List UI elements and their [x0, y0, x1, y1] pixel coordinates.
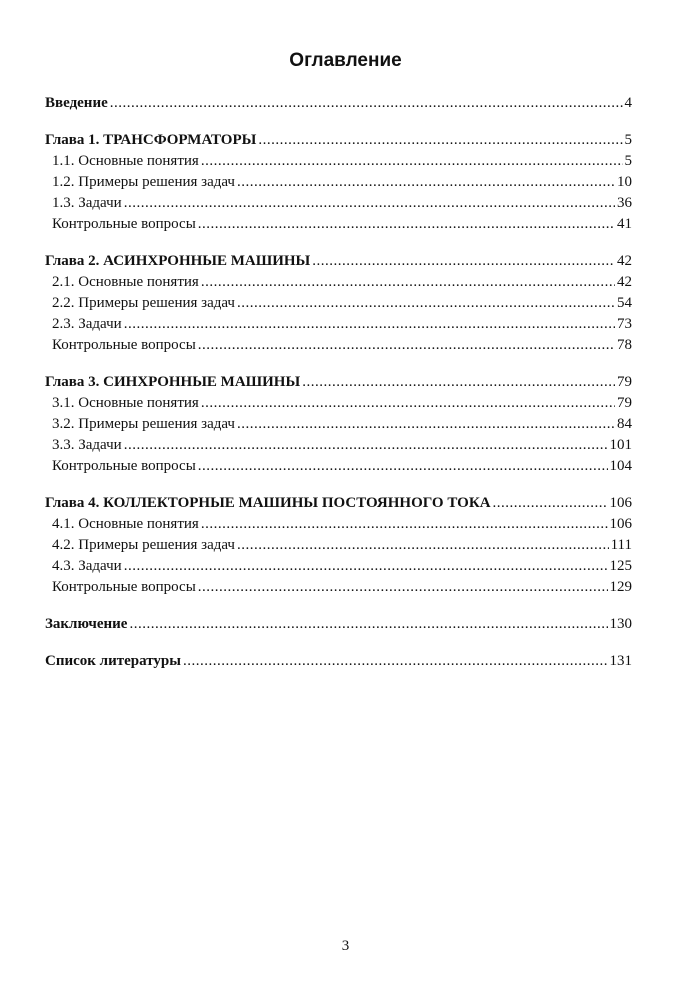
dot-leader	[201, 514, 608, 535]
dot-leader	[312, 251, 615, 272]
toc-entry-page: 42	[617, 274, 632, 290]
toc-entry-label: 2.2. Примеры решения задач	[52, 295, 235, 311]
toc-entry-label: 1.2. Примеры решения задач	[52, 174, 235, 190]
toc-section-4-2[interactable]	[45, 535, 632, 556]
toc-entry-page: 79	[617, 374, 632, 390]
toc-entry-page: 129	[609, 579, 632, 595]
dot-leader	[198, 577, 608, 598]
toc-chapter-4[interactable]	[45, 493, 632, 514]
dot-leader	[237, 293, 615, 314]
dot-leader	[124, 435, 608, 456]
toc-chapter-1[interactable]	[45, 130, 632, 151]
toc-entry-label: Заключение	[45, 616, 128, 632]
page-number: 3	[341, 938, 350, 954]
toc-section-1-2[interactable]	[45, 172, 632, 193]
toc-entry-bibliography[interactable]	[45, 651, 632, 672]
toc-section-3-3[interactable]	[45, 435, 632, 456]
toc-entry-page: 125	[609, 558, 632, 574]
toc-entry-page: 41	[617, 216, 632, 232]
dot-leader	[493, 493, 608, 514]
toc-section-3-2[interactable]	[45, 414, 632, 435]
toc-entry-page: 10	[617, 174, 632, 190]
toc-entry-page: 5	[624, 153, 632, 169]
toc-entry-page: 106	[609, 516, 632, 532]
toc-section-1-1[interactable]	[45, 151, 632, 172]
toc-entry-page: 101	[609, 437, 632, 453]
toc-entry-label: Введение	[45, 95, 108, 111]
dot-leader	[124, 193, 615, 214]
toc-entry-page: 84	[617, 416, 632, 432]
toc-chapter-2[interactable]	[45, 251, 632, 272]
toc-entry-label: Список литературы	[45, 653, 181, 669]
toc-entry-label: Контрольные вопросы	[52, 579, 196, 595]
dot-leader	[237, 172, 615, 193]
toc-section-3-1[interactable]	[45, 393, 632, 414]
toc-entry-page: 73	[617, 316, 632, 332]
toc-section-4-1[interactable]	[45, 514, 632, 535]
toc-section-4-3[interactable]	[45, 556, 632, 577]
toc-entry-label: 2.3. Задачи	[52, 316, 122, 332]
toc-entry-label: 4.3. Задачи	[52, 558, 122, 574]
toc-entry-label: Контрольные вопросы	[52, 337, 196, 353]
toc-entry-page: 111	[610, 537, 632, 553]
dot-leader	[124, 556, 608, 577]
toc-section-1-questions[interactable]	[45, 214, 632, 235]
toc-section-2-questions[interactable]	[45, 335, 632, 356]
dot-leader	[110, 93, 623, 114]
toc-entry-page: 5	[624, 132, 632, 148]
table-of-contents	[45, 93, 632, 672]
dot-leader	[201, 272, 615, 293]
page-title: Оглавление	[289, 50, 402, 71]
toc-entry-label: 3.2. Примеры решения задач	[52, 416, 235, 432]
toc-section-2-1[interactable]	[45, 272, 632, 293]
toc-entry-label: Контрольные вопросы	[52, 216, 196, 232]
dot-leader	[201, 393, 615, 414]
toc-entry-page: 42	[617, 253, 632, 269]
toc-entry-label: Контрольные вопросы	[52, 458, 196, 474]
toc-entry-page: 130	[609, 616, 632, 632]
toc-entry-label: 1.3. Задачи	[52, 195, 122, 211]
toc-entry-label: Глава 1. ТРАНСФОРМАТОРЫ	[45, 132, 257, 148]
toc-entry-page: 54	[617, 295, 632, 311]
toc-entry-introduction[interactable]	[45, 93, 632, 114]
toc-entry-label: Глава 2. АСИНХРОННЫЕ МАШИНЫ	[45, 253, 311, 269]
dot-leader	[302, 372, 615, 393]
toc-entry-conclusion[interactable]	[45, 614, 632, 635]
toc-section-1-3[interactable]	[45, 193, 632, 214]
dot-leader	[258, 130, 622, 151]
dot-leader	[129, 614, 607, 635]
dot-leader	[237, 414, 615, 435]
toc-entry-page: 104	[609, 458, 632, 474]
toc-entry-label: 3.3. Задачи	[52, 437, 122, 453]
toc-entry-page: 36	[617, 195, 632, 211]
toc-entry-page: 78	[617, 337, 632, 353]
toc-section-4-questions[interactable]	[45, 577, 632, 598]
toc-entry-page: 106	[609, 495, 632, 511]
toc-entry-label: 3.1. Основные понятия	[52, 395, 199, 411]
dot-leader	[201, 151, 623, 172]
toc-entry-label: Глава 4. КОЛЛЕКТОРНЫЕ МАШИНЫ ПОСТОЯННОГО ТОКА	[45, 495, 491, 511]
toc-section-3-questions[interactable]	[45, 456, 632, 477]
toc-entry-label: 1.1. Основные понятия	[52, 153, 199, 169]
toc-section-2-3[interactable]	[45, 314, 632, 335]
toc-entry-label: 2.1. Основные понятия	[52, 274, 199, 290]
toc-entry-label: 4.1. Основные понятия	[52, 516, 199, 532]
dot-leader	[198, 456, 608, 477]
dot-leader	[183, 651, 608, 672]
toc-entry-page: 131	[609, 653, 632, 669]
dot-leader	[237, 535, 609, 556]
dot-leader	[198, 335, 615, 356]
toc-chapter-3[interactable]	[45, 372, 632, 393]
toc-entry-page: 4	[624, 95, 632, 111]
toc-entry-label: 4.2. Примеры решения задач	[52, 537, 235, 553]
dot-leader	[124, 314, 615, 335]
dot-leader	[198, 214, 615, 235]
toc-section-2-2[interactable]	[45, 293, 632, 314]
toc-entry-page: 79	[617, 395, 632, 411]
toc-entry-label: Глава 3. СИНХРОННЫЕ МАШИНЫ	[45, 374, 301, 390]
